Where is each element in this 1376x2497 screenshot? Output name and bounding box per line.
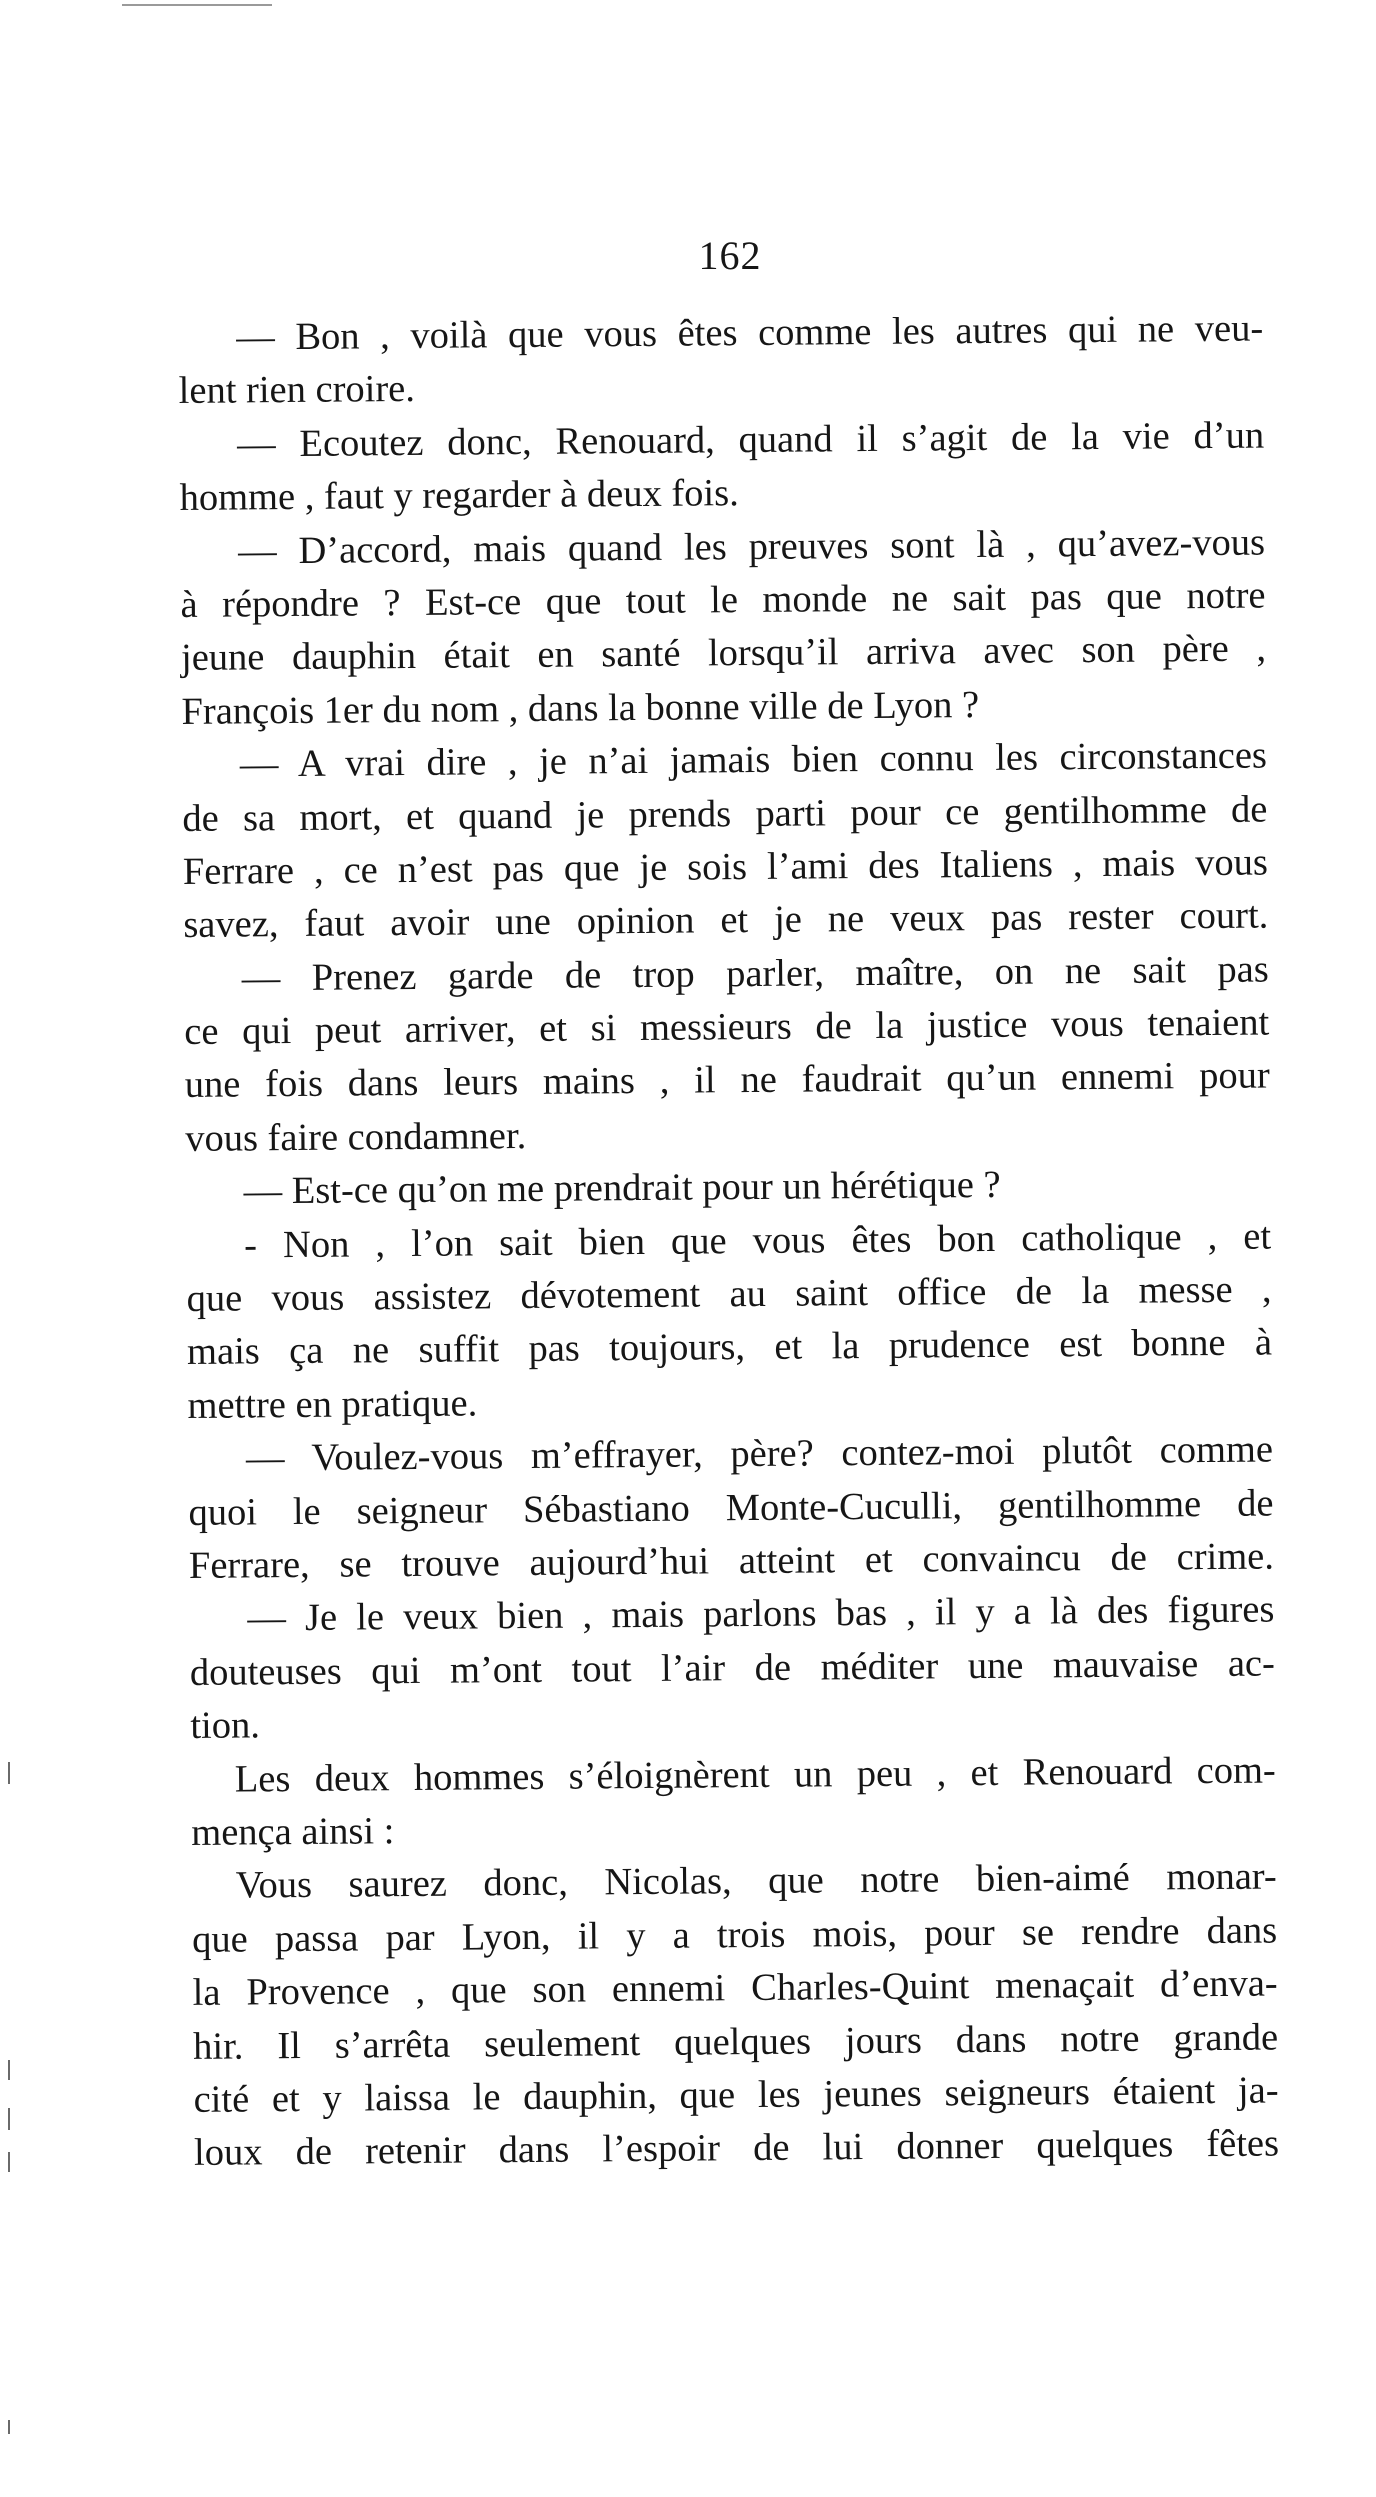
text-line: mença ainsi : [191,1810,395,1854]
margin-mark [8,2060,10,2080]
text-line: François 1er du nom , dans la bonne ville de Lyon ? [181,683,980,733]
text-line: — Voulez-vous m’effrayer, père? contez-moi plutôt comme [245,1428,1274,1480]
text-line: hir. Il s’arrêta seulement quelques jours dans notre grande [192,2015,1279,2068]
text-line: homme , faut y regarder à deux fois. [179,472,739,520]
text-line: savez, faut avoir une opinion et je ne veux pas rester court. [183,894,1269,947]
text-line: — Bon , voilà que vous êtes comme les autres qui ne veu- [236,307,1264,359]
text-line: lent rien croire. [178,368,416,413]
text-line: que vous assistez dévotement au saint office de la messe , [186,1268,1272,1320]
text-line: que passa par Lyon, il y a trois mois, pour se rendre dans [192,1909,1278,1961]
text-line: - Non , l’on sait bien que vous êtes bon catholique , et [243,1215,1272,1267]
margin-mark [8,2108,10,2130]
text-line: tion. [190,1704,261,1748]
page-text [178,303,1279,2181]
text-line: ce qui peut arriver, et si messieurs de la justice vous tenaient [184,1001,1270,1054]
margin-mark [8,2152,10,2172]
text-line: — A vrai dire , je n’ai jamais bien connu les circonstances [239,734,1268,786]
text-line: quoi le seigneur Sébastiano Monte-Cuculli, gentilhomme de [188,1482,1274,1534]
text-line: — Prenez garde de trop parler, maître, on ne sait pas [241,948,1269,1000]
text-line: jeune dauphin était en santé lorsqu’il arriva avec son père , [180,627,1267,680]
text-line: Vous saurez donc, Nicolas, que notre bien-aimé monar- [235,1855,1277,1907]
text-line: mettre en pratique. [187,1382,478,1427]
text-line: — D’accord, mais quand les preuves sont là , qu’avez-vous [237,521,1266,573]
text-line: la Provence , que son ennemi Charles-Quint menaçait d’enva- [192,1962,1278,2015]
text-line: Ferrare, se trouve aujourd’hui atteint et convaincu de crime. [188,1535,1275,1587]
text-line: — Je le veux bien , mais parlons bas , il y a là des figures [247,1588,1275,1640]
page-number: 162 [698,233,762,278]
margin-mark [8,1762,10,1784]
text-line: une fois dans leurs mains , il ne faudrait qu’un ennemi pour [184,1054,1270,1107]
text-line: Les deux hommes s’éloignèrent un peu , et Renouard com- [234,1749,1276,1801]
text-line: à répondre ? Est-ce que tout le monde ne sait pas que notre [180,574,1266,626]
text-line: — Est-ce qu’on me prendrait pour un hérétique ? [243,1164,1001,1213]
text-line: de sa mort, et quand je prends parti pour ce gentilhomme de [182,788,1268,840]
text-line: cité et y laissa le dauphin, que les jeunes seigneurs étaient ja- [193,2069,1279,2121]
top-rule [122,4,272,6]
text-line: mais ça ne suffit pas toujours, et la prudence est bonne à [186,1321,1273,1374]
text-line: loux de retenir dans l’espoir de lui donner quelques fêtes [193,2122,1280,2175]
text-line: vous faire condamner. [185,1114,527,1160]
text-line: — Ecoutez donc, Renouard, quand il s’agit de la vie d’un [236,414,1265,466]
text-line: Ferrare , ce n’est pas que je sois l’ami des Italiens , mais vous [182,841,1269,893]
margin-mark [8,2420,10,2434]
text-line: douteuses qui m’ont tout l’air de méditer une mauvaise ac- [189,1642,1276,1694]
